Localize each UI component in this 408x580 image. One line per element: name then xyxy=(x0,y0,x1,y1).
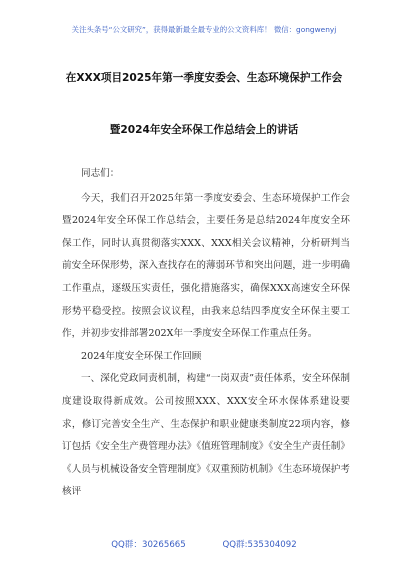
greeting: 同志们： xyxy=(81,168,120,179)
header-banner: 关注头条号“公文研究”，获得最新最全最专业的公文资料库！ 微信：gongwenyj xyxy=(71,25,337,34)
document-title-line-2: 暨2024年安全环保工作总结会上的讲话 xyxy=(109,124,299,136)
document-title-line-1: 在XXX项目2025年第一季度安委会、生态环境保护工作会 xyxy=(65,72,343,84)
section-heading: 2024年度安全环保工作回顾 xyxy=(81,350,202,362)
footer-qq-group-1: QQ群：30265665 xyxy=(111,540,186,550)
document-body xyxy=(62,163,350,504)
body-paragraph-intro: 今天，我们召开2025年第一季度安委会、生态环境保护工作会暨2024年安全环保工作总结会，主要任务是总结2024年度安全环保工作，同时认真贯彻落实XXX、XXX相关会议精神，分析研判当前安全环保形势，深入查找存在的薄弱环节和突出问题，进一步明确工作重点，逐级压实责任，强化措施落实，确保XXX高速安全环保形势平稳受控。按照会议议程，由我来总结四季度安全环保主要工作，并初步安排部署202X年一季度安全环保工作重点任务。 xyxy=(62,192,350,340)
body-paragraph-section-1: 一、深化党政同责机制，构建“一岗双责”责任体系，安全环保制度建设取得新成效。公司按照XXX、XXX安全环水保体系建设要求，修订完善安全生产、生态保护和职业健康类制度22项内容，修订包括《安全生产费管理办法》《值班管理制度》《安全生产责任制》《人员与机械设备安全管理制度》《双重预防机制》《生态环境保护考核评 xyxy=(62,373,350,498)
footer xyxy=(0,538,408,550)
footer-qq-group-2: QQ群:535304092 xyxy=(222,540,297,550)
